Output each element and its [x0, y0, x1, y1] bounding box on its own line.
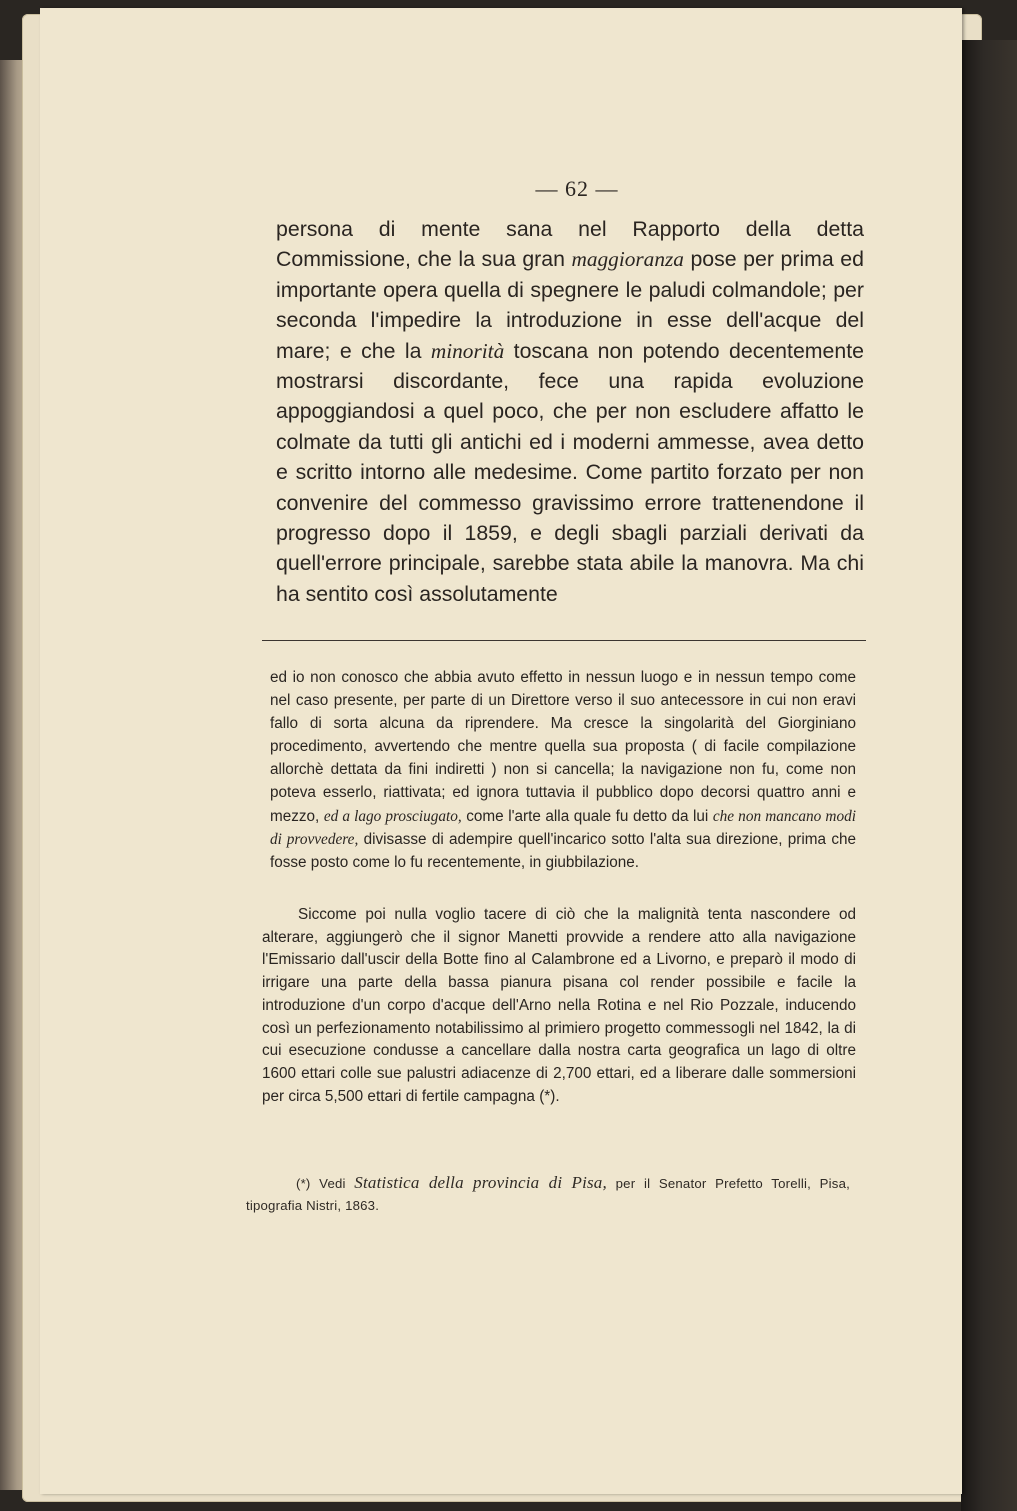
facing-page-edge	[961, 40, 1017, 1511]
main-text-part-3: toscana non potendo decentemente mostrarsi discordante, fece una rapida evoluzione appoggiandosi a quel poco, che per non escludere affatto le colmate da tutti gli antichi ed i moderni ammesse, avea detto e scritto intorno alle medesime. Come partito forzato per non convenire del commesso gravissimo errore trattenendone il progresso dopo il 1859, e degli sbagli parziali derivati da quell'errore principale, sarebbe stata abile la manovra. Ma chi ha sentito così assolutamente	[276, 338, 864, 606]
note-text-c: divisasse di adempire quell'incarico sotto l'alta sua direzione, prima che fosse posto come lo fu recentemente, in giubbilazione.	[270, 830, 856, 871]
note-text-b-italic: che non mancano modi di provvedere,	[270, 807, 856, 848]
footnote-rest: per il Senator Prefetto Torelli, Pisa, tipografia Nistri, 1863.	[246, 1176, 850, 1213]
note-text-a-italic: ed a lago prosciugato,	[323, 807, 462, 825]
page-number: — 62 —	[535, 176, 619, 201]
main-text-italic-2: minorità	[430, 338, 505, 363]
footnote-lead: (*) Vedi	[296, 1176, 355, 1191]
section-divider	[262, 640, 866, 641]
note-paragraph-1	[270, 666, 856, 874]
main-text-part-2: pose per prima ed importante opera quella di spegnere le paludi colmandole; per seconda l'impedire la introduzione in esse dell'acque del mare; e che la	[276, 247, 864, 363]
note-paragraph-2: Siccome poi nulla voglio tacere di ciò che la malignità tenta nascondere od alterare, aggiungerò che il signor Manetti provvide a rendere atto alla navigazione l'Emissario dall'uscir della Botte fino al Calambrone ed a Livorno, e preparò il modo di irrigare una parte della bassa pianura pisana col render possibile e facile la introduzione d'un corpo d'acque dell'Arno nella Rotina e nel Rio Pozzale, inducendo così un perfezionamento notabilissimo al primiero progetto commessogli nel 1842, la di cui esecuzione condusse a cancellare dalla nostra carta geografica un lago di oltre 1600 ettari colle sue palustri adiacenze di 2,700 ettari, ed a liberare dalle sommersioni per circa 5,500 ettari di fertile campagna (*).	[262, 906, 856, 1105]
note-text-a: ed io non conosco che abbia avuto effetto in nessun luogo e in nessun tempo come nel caso presente, per parte di un Direttore verso il suo antecessore in cui non eravi fallo di sorta alcuna da riprendere. Ma cresce la singolarità del Giorginiano procedimento, avvertendo che mentre quella sua proposta ( di facile compilazione allorchè dettata da fini indiretti ) non si cancella; la navigazione non fu, come non poteva esserlo, riattivata; ed ignora tuttavia il pubblico dopo decorsi quattro anni e mezzo,	[270, 669, 856, 825]
footnote	[246, 1172, 850, 1217]
note-text-b: come l'arte alla quale fu detto da lui	[461, 807, 713, 825]
main-paragraph	[276, 214, 864, 609]
footnote-title: Statistica della provincia di Pisa,	[354, 1173, 607, 1192]
main-text-part-1: persona di mente sana nel Rapporto della detta Commissione, che la sua gran	[276, 217, 864, 272]
main-text-italic-1: maggioranza	[571, 247, 684, 272]
